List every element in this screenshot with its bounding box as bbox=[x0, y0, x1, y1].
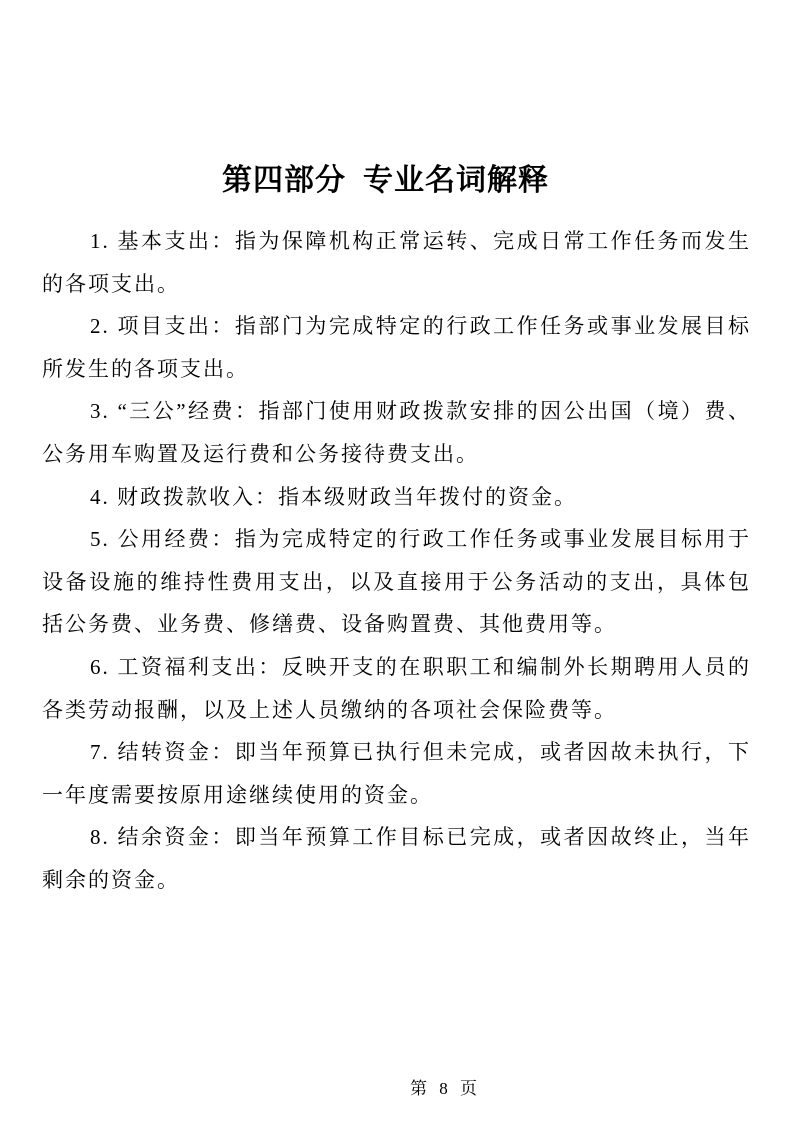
definition-paragraph-basic-expenditure: 1. 基本支出：指为保障机构正常运转、完成日常工作任务而发生的各项支出。 bbox=[42, 229, 751, 296]
definition-paragraph-wage-welfare-expenditure: 6. 工资福利支出：反映开支的在职职工和编制外长期聘用人员的各类劳动报酬，以及上述人员缴纳的各项社会保险费等。 bbox=[42, 654, 751, 722]
definition-paragraph-public-funds: 5. 公用经费：指为完成特定的行政工作任务或事业发展目标用于设备设施的维持性费用支出，以及直接用于公务活动的支出，具体包括公务费、业务费、修缮费、设备购置费、其他费用等。 bbox=[42, 527, 751, 637]
definition-paragraph-surplus-funds: 8. 结余资金：即当年预算工作目标已完成，或者因故终止，当年剩余的资金。 bbox=[42, 825, 751, 892]
page-footer bbox=[49, 1074, 793, 1099]
definition-paragraph-fiscal-appropriation-income: 4. 财政拨款收入：指本级财政当年拨付的资金。 bbox=[90, 484, 577, 509]
definition-paragraph-project-expenditure: 2. 项目支出：指部门为完成特定的行政工作任务或事业发展目标所发生的各项支出。 bbox=[42, 314, 751, 381]
page-number: 第 8 页 bbox=[410, 1079, 481, 1098]
definition-paragraph-carryover-funds: 7. 结转资金：即当年预算已执行但未完成，或者因故未执行，下一年度需要按原用途继续使用的资金。 bbox=[42, 740, 751, 807]
definitions-list bbox=[42, 220, 751, 902]
definition-paragraph-three-public-funds: 3. “三公”经费：指部门使用财政拨款安排的因公出国（境）费、公务用车购置及运行费和公务接待费支出。 bbox=[42, 399, 751, 466]
page-title: 第四部分 专业名词解释 bbox=[222, 164, 549, 197]
